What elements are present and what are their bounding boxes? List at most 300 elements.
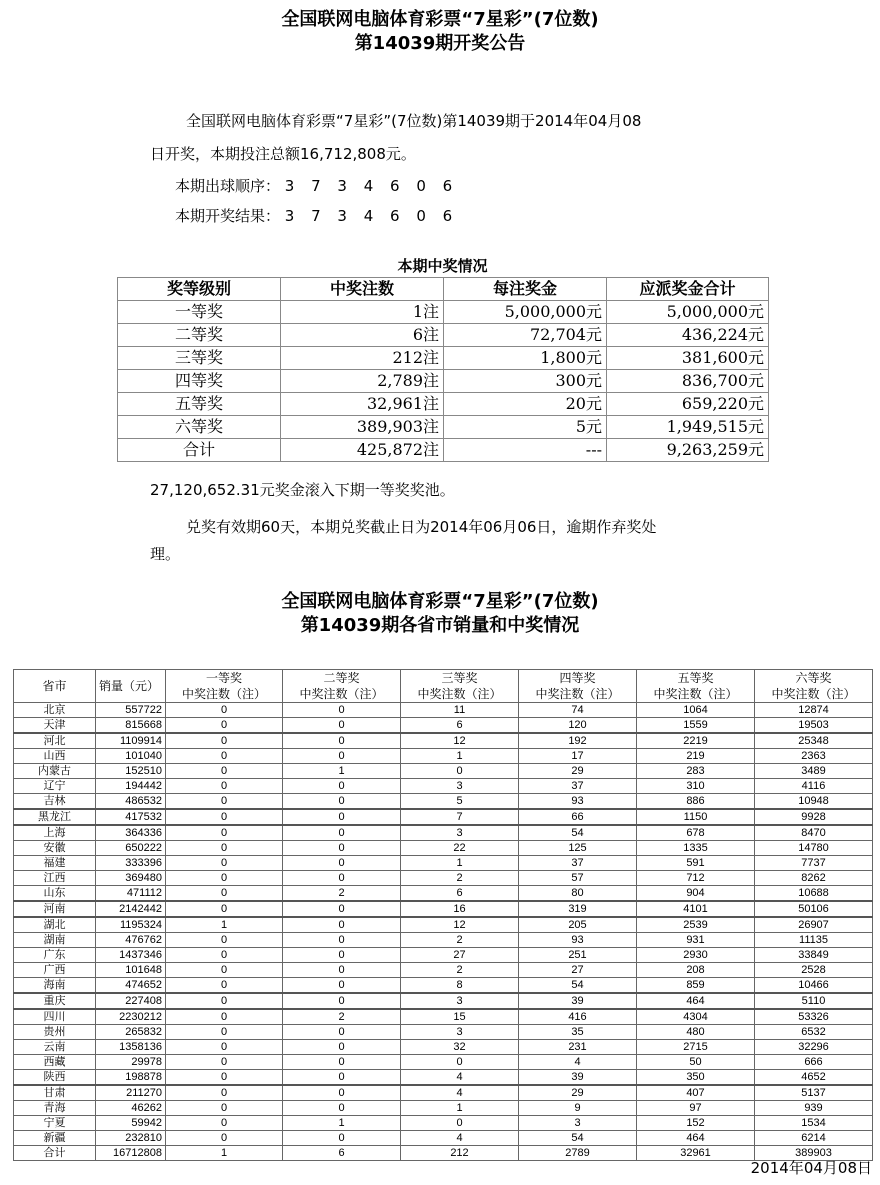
province-prize-count: 26907 [755, 917, 873, 933]
header-prize-3 [401, 670, 519, 703]
province-section-subtitle: 第14039期各省市销量和中奖情况 [300, 615, 580, 636]
province-row [14, 1040, 873, 1055]
province-prize-count: 1559 [637, 718, 755, 734]
province-sales: 1195324 [96, 917, 166, 933]
province-prize-count: 4 [401, 1131, 519, 1146]
province-row [14, 1009, 873, 1025]
province-prize-count: 0 [283, 1025, 401, 1040]
province-prize-count: 591 [637, 856, 755, 871]
province-prize-count: 0 [283, 779, 401, 794]
province-prize-count: 0 [283, 794, 401, 810]
province-prize-count: 0 [166, 901, 283, 917]
prize-per-bet: 1,800元 [444, 347, 607, 370]
province-sales: 101648 [96, 963, 166, 978]
province-prize-count: 10466 [755, 978, 873, 994]
province-prize-count: 0 [283, 993, 401, 1009]
prize-total: 5,000,000元 [607, 301, 769, 324]
header-prize-unit: 中奖注数（注） [181, 687, 266, 701]
province-prize-count: 1 [166, 917, 283, 933]
province-prize-count: 11 [401, 703, 519, 718]
province-prize-count: 93 [519, 933, 637, 948]
province-prize-count: 5 [401, 794, 519, 810]
province-prize-count: 0 [166, 794, 283, 810]
province-row [14, 917, 873, 933]
province-prize-count: 0 [166, 1025, 283, 1040]
province-name: 甘肃 [14, 1085, 96, 1101]
province-prize-count: 1 [283, 764, 401, 779]
header-per-prize: 每注奖金 [444, 278, 607, 301]
province-name: 北京 [14, 703, 96, 718]
province-prize-count: 0 [166, 749, 283, 764]
province-prize-count: 0 [283, 1131, 401, 1146]
province-prize-count: 12 [401, 917, 519, 933]
province-prize-count: 464 [637, 1131, 755, 1146]
province-prize-count: 0 [283, 1055, 401, 1070]
province-row [14, 1131, 873, 1146]
prize-count: 212注 [281, 347, 444, 370]
province-sales: 152510 [96, 764, 166, 779]
province-prize-count: 0 [166, 856, 283, 871]
announcement-subtitle: 第14039期开奖公告 [354, 33, 526, 54]
header-prize-unit: 中奖注数（注） [535, 687, 620, 701]
province-prize-count: 0 [166, 993, 283, 1009]
rollover-note: 27,120,652.31元奖金滚入下期一等奖奖池。 [150, 481, 455, 499]
header-sales: 销量（元） [96, 670, 166, 703]
province-prize-count: 3 [401, 1025, 519, 1040]
province-prize-count: 54 [519, 978, 637, 994]
province-prize-count: 0 [166, 1131, 283, 1146]
province-prize-count: 0 [166, 1009, 283, 1025]
province-row [14, 871, 873, 886]
province-row [14, 933, 873, 948]
province-prize-count: 4652 [755, 1070, 873, 1086]
province-prize-count: 0 [166, 825, 283, 841]
province-row [14, 718, 873, 734]
province-prize-count: 15 [401, 1009, 519, 1025]
prize-level: 三等奖 [118, 347, 281, 370]
province-prize-count: 0 [283, 809, 401, 825]
province-prize-count: 2715 [637, 1040, 755, 1055]
province-prize-count: 14780 [755, 841, 873, 856]
province-name: 江西 [14, 871, 96, 886]
header-prize-unit: 中奖注数（注） [417, 687, 502, 701]
province-row [14, 856, 873, 871]
header-prize-2 [283, 670, 401, 703]
prize-row [118, 324, 769, 347]
province-prize-count: 678 [637, 825, 755, 841]
province-row [14, 1146, 873, 1161]
province-prize-count: 0 [283, 825, 401, 841]
province-prize-count: 1335 [637, 841, 755, 856]
province-prize-count: 120 [519, 718, 637, 734]
province-prize-count: 0 [283, 1101, 401, 1116]
province-prize-count: 57 [519, 871, 637, 886]
header-prize-level: 六等奖 [795, 671, 832, 685]
province-prize-count: 7737 [755, 856, 873, 871]
province-prize-count: 32 [401, 1040, 519, 1055]
province-prize-count: 389903 [755, 1146, 873, 1161]
province-prize-count: 0 [283, 963, 401, 978]
province-prize-count: 11135 [755, 933, 873, 948]
province-row [14, 1025, 873, 1040]
prize-count: 1注 [281, 301, 444, 324]
prize-count: 389,903注 [281, 416, 444, 439]
province-sales: 265832 [96, 1025, 166, 1040]
province-name: 吉林 [14, 794, 96, 810]
province-prize-count: 0 [166, 948, 283, 963]
province-name: 广西 [14, 963, 96, 978]
prize-count: 6注 [281, 324, 444, 347]
province-prize-count: 4304 [637, 1009, 755, 1025]
prize-level: 四等奖 [118, 370, 281, 393]
prize-per-bet: 300元 [444, 370, 607, 393]
province-prize-count: 2930 [637, 948, 755, 963]
province-prize-count: 480 [637, 1025, 755, 1040]
province-prize-count: 9 [519, 1101, 637, 1116]
province-row [14, 1070, 873, 1086]
province-sales: 59942 [96, 1116, 166, 1131]
province-row [14, 948, 873, 963]
province-sales: 333396 [96, 856, 166, 871]
header-count: 中奖注数 [281, 278, 444, 301]
province-row [14, 993, 873, 1009]
prize-count: 2,789注 [281, 370, 444, 393]
province-name: 河北 [14, 733, 96, 749]
province-prize-count: 3 [519, 1116, 637, 1131]
prize-row [118, 347, 769, 370]
province-prize-count: 6 [401, 886, 519, 902]
header-prize-level: 四等奖 [559, 671, 596, 685]
header-prize-6 [755, 670, 873, 703]
province-prize-count: 12874 [755, 703, 873, 718]
draw-order-numbers: 3 7 3 4 6 0 6 [284, 177, 459, 195]
province-prize-count: 2528 [755, 963, 873, 978]
province-prize-count: 0 [283, 933, 401, 948]
province-name: 内蒙古 [14, 764, 96, 779]
prize-table [117, 277, 769, 462]
province-row [14, 809, 873, 825]
province-prize-count: 6532 [755, 1025, 873, 1040]
province-prize-count: 0 [283, 1040, 401, 1055]
header-prize-level: 三等奖 [441, 671, 478, 685]
province-prize-count: 0 [283, 841, 401, 856]
province-sales: 417532 [96, 809, 166, 825]
prize-level: 五等奖 [118, 393, 281, 416]
province-sales: 46262 [96, 1101, 166, 1116]
prize-row [118, 393, 769, 416]
province-prize-count: 6214 [755, 1131, 873, 1146]
province-sales: 101040 [96, 749, 166, 764]
prize-per-bet: 72,704元 [444, 324, 607, 347]
province-prize-count: 192 [519, 733, 637, 749]
prize-total: 381,600元 [607, 347, 769, 370]
province-prize-count: 3 [401, 779, 519, 794]
header-level: 奖等级别 [118, 278, 281, 301]
prize-count: 32,961注 [281, 393, 444, 416]
province-prize-count: 859 [637, 978, 755, 994]
draw-result-numbers: 3 7 3 4 6 0 6 [284, 207, 459, 225]
province-sales: 557722 [96, 703, 166, 718]
province-name: 青海 [14, 1101, 96, 1116]
province-prize-count: 0 [166, 963, 283, 978]
province-prize-count: 0 [283, 901, 401, 917]
province-prize-count: 0 [283, 871, 401, 886]
province-prize-count: 0 [166, 933, 283, 948]
prize-row [118, 301, 769, 324]
province-prize-count: 0 [401, 764, 519, 779]
province-prize-count: 0 [283, 856, 401, 871]
province-name: 陕西 [14, 1070, 96, 1086]
province-prize-count: 29 [519, 764, 637, 779]
province-name: 天津 [14, 718, 96, 734]
province-prize-count: 0 [283, 978, 401, 994]
province-prize-count: 0 [166, 1085, 283, 1101]
draw-order-label: 本期出球顺序： [175, 177, 281, 195]
province-sales: 16712808 [96, 1146, 166, 1161]
province-sales: 227408 [96, 993, 166, 1009]
province-name: 山东 [14, 886, 96, 902]
prize-table-header [118, 278, 769, 301]
province-prize-count: 2 [283, 1009, 401, 1025]
draw-order-row [175, 175, 458, 197]
province-prize-count: 212 [401, 1146, 519, 1161]
province-prize-count: 6 [283, 1146, 401, 1161]
province-prize-count: 10948 [755, 794, 873, 810]
province-row [14, 978, 873, 994]
province-prize-count: 8470 [755, 825, 873, 841]
prize-table-caption: 本期中奖情况 [397, 257, 488, 275]
province-prize-count: 0 [401, 1116, 519, 1131]
province-prize-count: 0 [166, 764, 283, 779]
province-row [14, 825, 873, 841]
province-prize-count: 50 [637, 1055, 755, 1070]
province-prize-count: 93 [519, 794, 637, 810]
province-prize-count: 0 [166, 978, 283, 994]
province-name: 海南 [14, 978, 96, 994]
province-prize-count: 464 [637, 993, 755, 1009]
province-prize-count: 0 [283, 733, 401, 749]
province-sales: 1109914 [96, 733, 166, 749]
province-prize-count: 0 [166, 1040, 283, 1055]
province-prize-count: 407 [637, 1085, 755, 1101]
prize-row [118, 416, 769, 439]
header-prize-1 [166, 670, 283, 703]
province-prize-count: 0 [283, 948, 401, 963]
province-name: 黑龙江 [14, 809, 96, 825]
province-prize-count: 0 [166, 779, 283, 794]
province-row [14, 1101, 873, 1116]
province-name: 贵州 [14, 1025, 96, 1040]
province-prize-count: 0 [166, 871, 283, 886]
province-prize-count: 4116 [755, 779, 873, 794]
province-prize-count: 0 [166, 718, 283, 734]
province-prize-count: 4 [519, 1055, 637, 1070]
province-prize-count: 3 [401, 993, 519, 1009]
province-prize-count: 0 [283, 718, 401, 734]
province-prize-count: 80 [519, 886, 637, 902]
province-prize-count: 0 [166, 703, 283, 718]
province-sales: 211270 [96, 1085, 166, 1101]
province-prize-count: 3489 [755, 764, 873, 779]
province-prize-count: 0 [283, 749, 401, 764]
province-prize-count: 29 [519, 1085, 637, 1101]
province-prize-count: 16 [401, 901, 519, 917]
province-prize-count: 33849 [755, 948, 873, 963]
province-prize-count: 939 [755, 1101, 873, 1116]
province-prize-count: 2 [283, 886, 401, 902]
prize-per-bet: 5,000,000元 [444, 301, 607, 324]
province-row [14, 886, 873, 902]
province-prize-count: 0 [166, 1101, 283, 1116]
province-sales: 650222 [96, 841, 166, 856]
province-name: 安徽 [14, 841, 96, 856]
province-prize-count: 19503 [755, 718, 873, 734]
deadline-note-line-1: 兑奖有效期60天，本期兑奖截止日为2014年06月06日，逾期作弃奖处 [186, 518, 657, 536]
province-sales: 815668 [96, 718, 166, 734]
province-prize-count: 0 [283, 703, 401, 718]
province-prize-count: 35 [519, 1025, 637, 1040]
announcement-title: 全国联网电脑体育彩票“7星彩”(7位数) [281, 9, 599, 30]
intro-line-1: 全国联网电脑体育彩票“7星彩”(7位数)第14039期于2014年04月08 [186, 112, 642, 130]
province-name: 河南 [14, 901, 96, 917]
province-prize-count: 0 [166, 1070, 283, 1086]
province-sales: 1358136 [96, 1040, 166, 1055]
province-prize-count: 231 [519, 1040, 637, 1055]
province-prize-count: 0 [283, 917, 401, 933]
intro-line-2: 日开奖，本期投注总额16,712,808元。 [150, 145, 416, 163]
province-prize-count: 2539 [637, 917, 755, 933]
province-prize-count: 208 [637, 963, 755, 978]
province-prize-count: 2 [401, 871, 519, 886]
province-prize-count: 22 [401, 841, 519, 856]
province-sales: 471112 [96, 886, 166, 902]
province-prize-count: 666 [755, 1055, 873, 1070]
province-table [13, 669, 873, 1161]
province-row [14, 1085, 873, 1101]
header-province: 省市 [14, 670, 96, 703]
province-prize-count: 27 [519, 963, 637, 978]
province-name: 湖北 [14, 917, 96, 933]
province-prize-count: 251 [519, 948, 637, 963]
province-prize-count: 5137 [755, 1085, 873, 1101]
prize-total: 436,224元 [607, 324, 769, 347]
province-prize-count: 27 [401, 948, 519, 963]
province-prize-count: 0 [166, 809, 283, 825]
province-row [14, 794, 873, 810]
province-prize-count: 283 [637, 764, 755, 779]
province-sales: 198878 [96, 1070, 166, 1086]
deadline-note-line-2: 理。 [150, 545, 181, 563]
province-sales: 476762 [96, 933, 166, 948]
province-sales: 29978 [96, 1055, 166, 1070]
province-prize-count: 931 [637, 933, 755, 948]
province-section-title: 全国联网电脑体育彩票“7星彩”(7位数) [281, 591, 599, 612]
province-prize-count: 2363 [755, 749, 873, 764]
province-prize-count: 54 [519, 825, 637, 841]
province-name: 辽宁 [14, 779, 96, 794]
province-prize-count: 1 [401, 1101, 519, 1116]
province-prize-count: 350 [637, 1070, 755, 1086]
prize-total: 836,700元 [607, 370, 769, 393]
province-prize-count: 39 [519, 993, 637, 1009]
province-sales: 194442 [96, 779, 166, 794]
province-prize-count: 152 [637, 1116, 755, 1131]
province-row [14, 749, 873, 764]
header-prize-level: 一等奖 [205, 671, 242, 685]
province-row [14, 1055, 873, 1070]
header-total: 应派奖金合计 [607, 278, 769, 301]
province-prize-count: 8262 [755, 871, 873, 886]
province-prize-count: 2789 [519, 1146, 637, 1161]
province-prize-count: 0 [283, 1085, 401, 1101]
prize-level: 六等奖 [118, 416, 281, 439]
province-name: 重庆 [14, 993, 96, 1009]
province-prize-count: 1 [401, 856, 519, 871]
province-name: 合计 [14, 1146, 96, 1161]
province-sales: 232810 [96, 1131, 166, 1146]
province-prize-count: 37 [519, 779, 637, 794]
province-prize-count: 1534 [755, 1116, 873, 1131]
province-prize-count: 37 [519, 856, 637, 871]
province-sales: 1437346 [96, 948, 166, 963]
province-name: 新疆 [14, 1131, 96, 1146]
province-prize-count: 219 [637, 749, 755, 764]
province-prize-count: 4101 [637, 901, 755, 917]
header-prize-unit: 中奖注数（注） [653, 687, 738, 701]
header-prize-4 [519, 670, 637, 703]
province-prize-count: 6 [401, 718, 519, 734]
province-name: 四川 [14, 1009, 96, 1025]
province-prize-count: 1064 [637, 703, 755, 718]
province-prize-count: 319 [519, 901, 637, 917]
province-prize-count: 97 [637, 1101, 755, 1116]
prize-per-bet: 5元 [444, 416, 607, 439]
province-row [14, 703, 873, 718]
prize-per-bet: --- [444, 439, 607, 462]
province-name: 山西 [14, 749, 96, 764]
province-prize-count: 0 [283, 1070, 401, 1086]
province-prize-count: 50106 [755, 901, 873, 917]
province-prize-count: 2219 [637, 733, 755, 749]
province-prize-count: 904 [637, 886, 755, 902]
province-row [14, 733, 873, 749]
province-prize-count: 54 [519, 1131, 637, 1146]
province-name: 宁夏 [14, 1116, 96, 1131]
province-prize-count: 9928 [755, 809, 873, 825]
province-prize-count: 5110 [755, 993, 873, 1009]
province-sales: 2142442 [96, 901, 166, 917]
province-prize-count: 2 [401, 963, 519, 978]
prize-level: 合计 [118, 439, 281, 462]
province-prize-count: 205 [519, 917, 637, 933]
province-prize-count: 1 [283, 1116, 401, 1131]
header-prize-unit: 中奖注数（注） [299, 687, 384, 701]
province-name: 湖南 [14, 933, 96, 948]
province-row [14, 963, 873, 978]
province-prize-count: 17 [519, 749, 637, 764]
province-name: 上海 [14, 825, 96, 841]
province-name: 福建 [14, 856, 96, 871]
province-prize-count: 32296 [755, 1040, 873, 1055]
province-name: 西藏 [14, 1055, 96, 1070]
header-prize-level: 二等奖 [323, 671, 360, 685]
prize-total: 659,220元 [607, 393, 769, 416]
province-prize-count: 66 [519, 809, 637, 825]
prize-level: 二等奖 [118, 324, 281, 347]
province-row [14, 764, 873, 779]
province-prize-count: 0 [166, 841, 283, 856]
province-prize-count: 74 [519, 703, 637, 718]
